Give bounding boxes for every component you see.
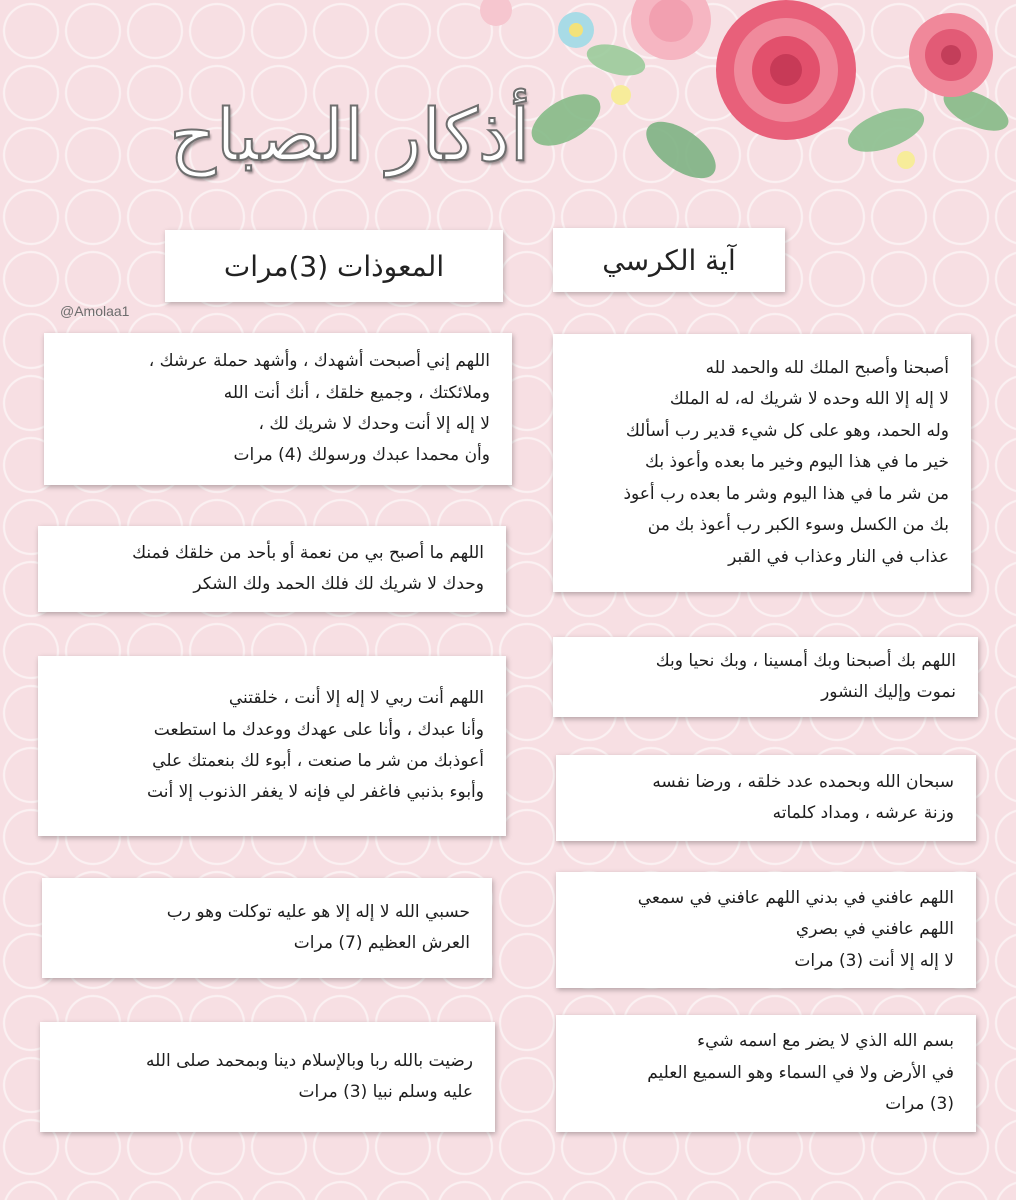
dhikr-text: رضيت بالله ربا وبالإسلام دينا وبمحمد صلى الله عليه وسلم نبيا (3) مرات: [146, 1050, 473, 1102]
page-title: أذكار الصباح: [169, 93, 530, 177]
dhikr-card: [44, 333, 512, 485]
floral-decoration: [456, 0, 1016, 200]
dhikr-card: [40, 1022, 495, 1132]
dhikr-text: أصبحنا وأصبح الملك لله والحمد لله لا إله إلا الله وحده لا شريك له، له الملك وله الحمد، وهو على كل شيء قدير رب أسألك خير ما في هذا اليوم وخير ما بعده وأعوذ بك من شر ما في هذا اليوم وشر ما بعده رب أعوذ بك من الكسل وسوء الكبر رب أعوذ بك من عذاب في النار وعذاب في القبر: [623, 357, 949, 567]
dhikr-card: [556, 755, 976, 841]
dhikr-card: [553, 637, 978, 717]
dhikr-card: [556, 872, 976, 988]
dhikr-text: اللهم إني أصبحت أشهدك ، وأشهد حملة عرشك ، وملائكتك ، وجميع خلقك ، أنك أنت الله لا إله إلا أنت وحدك لا شريك لك ، وأن محمدا عبدك ورسولك (4) مرات: [148, 351, 490, 466]
dhikr-card: [553, 334, 971, 592]
dhikr-text: اللهم ما أصبح بي من نعمة أو بأحد من خلقك فمنك وحدك لا شريك لك فلك الحمد ولك الشكر: [132, 542, 484, 594]
header-ayat-alkursi: آية الكرسي: [553, 228, 785, 292]
dhikr-card: [38, 656, 506, 836]
dhikr-text: بسم الله الذي لا يضر مع اسمه شيء في الأرض ولا في السماء وهو السميع العليم (3) مرات: [647, 1031, 954, 1115]
flower-icon: [456, 0, 1016, 200]
dhikr-card: [42, 878, 492, 978]
dhikr-text: اللهم أنت ربي لا إله إلا أنت ، خلقتني وأنا عبدك ، وأنا على عهدك ووعدك ما استطعت أعوذبك من شر ما صنعت ، أبوء لك بنعمتك علي وأبوء بذنبي فاغفر لي فإنه لا يغفر الذنوب إلا أنت: [147, 688, 484, 803]
header-muawwidhat: المعوذات (3)مرات: [165, 230, 503, 302]
dhikr-text: اللهم بك أصبحنا وبك أمسينا ، وبك نحيا وبك نموت وإليك النشور: [655, 650, 956, 702]
dhikr-text: اللهم عافني في بدني اللهم عافني في سمعي اللهم عافني في بصري لا إله إلا أنت (3) مرات: [637, 887, 954, 971]
dhikr-text: سبحان الله وبحمده عدد خلقه ، ورضا نفسه وزنة عرشه ، ومداد كلماته: [652, 771, 954, 823]
dhikr-text: حسبي الله لا إله إلا هو عليه توكلت وهو رب العرش العظيم (7) مرات: [166, 901, 470, 953]
dhikr-card: [38, 526, 506, 612]
dhikr-card: [556, 1015, 976, 1132]
watermark-handle: @Amolaa1: [60, 303, 130, 319]
